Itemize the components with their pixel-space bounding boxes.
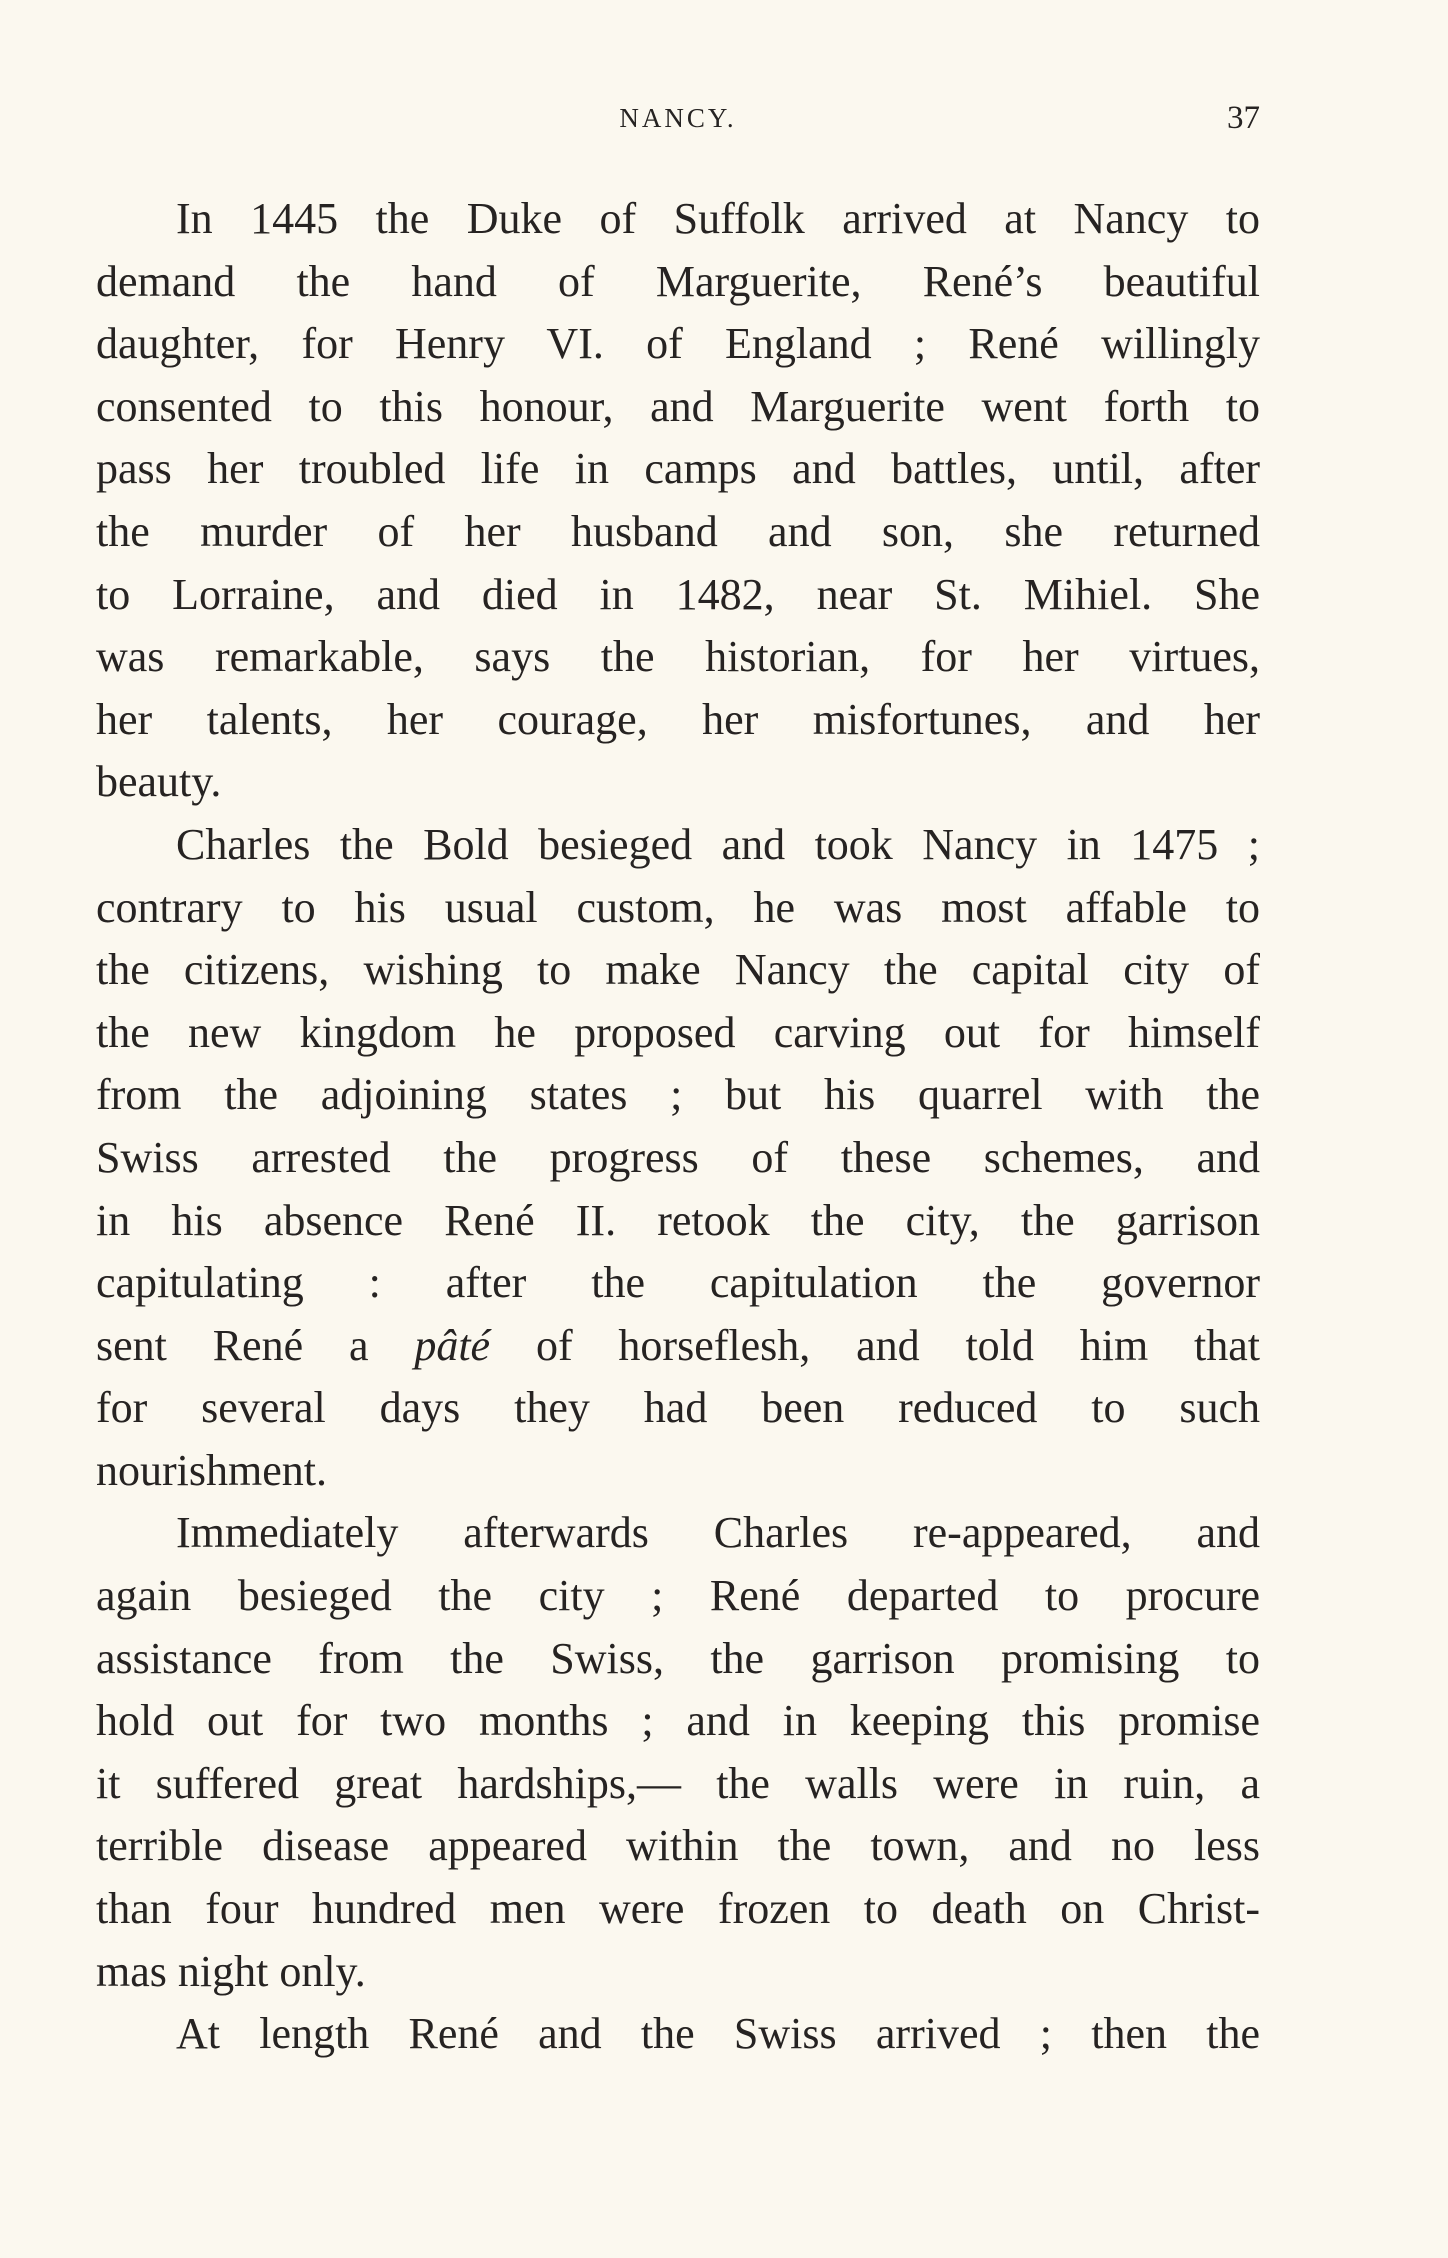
text-line: beauty.: [96, 757, 222, 807]
text-line: the new kingdom he proposed carving out for himself: [96, 1007, 1260, 1057]
text-line: in his absence René II. retook the city, the garrison: [96, 1195, 1260, 1245]
text-line: At length René and the Swiss arrived ; then the: [176, 2009, 1260, 2059]
text-fragment: of horseflesh, and told him that: [535, 1320, 1260, 1370]
italic-word: pâté: [414, 1320, 491, 1370]
text-line: assistance from the Swiss, the garrison promising to: [96, 1633, 1260, 1683]
page-number: 37: [1227, 100, 1260, 136]
text-line: demand the hand of Marguerite, René’s beautiful: [96, 256, 1260, 306]
text-line: the citizens, wishing to make Nancy the capital city of: [96, 945, 1260, 995]
text-line: from the adjoining states ; but his quarrel with the: [96, 1070, 1260, 1120]
text-line: daughter, for Henry VI. of England ; René willingly: [96, 319, 1260, 369]
text-line: capitulating : after the capitulation the governor: [96, 1258, 1260, 1308]
text-line: the murder of her husband and son, she returned: [96, 506, 1260, 556]
text-fragment: sent René a: [96, 1320, 369, 1370]
text-line-with-italic: [96, 1315, 1260, 1378]
running-head: NANCY.: [619, 103, 737, 133]
text-line: Swiss arrested the progress of these schemes, and: [96, 1132, 1260, 1182]
text-line: mas night only.: [96, 1946, 366, 1996]
text-line: In 1445 the Duke of Suffolk arrived at Nancy to: [176, 194, 1260, 243]
text-line: again besieged the city ; René departed to procure: [96, 1571, 1260, 1621]
text-line: terrible disease appeared within the town, and no less: [96, 1821, 1260, 1871]
body-text: [96, 188, 1260, 2066]
text-line: was remarkable, says the historian, for her virtues,: [96, 632, 1260, 682]
text-line: Immediately afterwards Charles re-appeared, and: [176, 1508, 1260, 1558]
text-line: pass her troubled life in camps and battles, until, after: [96, 444, 1260, 494]
text-line: hold out for two months ; and in keeping this promise: [96, 1696, 1260, 1746]
text-line: nourishment.: [96, 1445, 327, 1495]
text-line: than four hundred men were frozen to death on Christ-: [96, 1884, 1260, 1934]
text-line: contrary to his usual custom, he was most affable to: [96, 882, 1260, 932]
text-line: her talents, her courage, her misfortunes, and her: [96, 694, 1260, 744]
page-header: [96, 98, 1260, 138]
text-line: for several days they had been reduced to such: [96, 1383, 1260, 1433]
text-line: it suffered great hardships,— the walls were in ruin, a: [96, 1758, 1260, 1808]
text-line: to Lorraine, and died in 1482, near St. Mihiel. She: [96, 569, 1260, 619]
text-line: consented to this honour, and Marguerite went forth to: [96, 381, 1260, 431]
text-line: Charles the Bold besieged and took Nancy in 1475 ;: [176, 819, 1260, 869]
